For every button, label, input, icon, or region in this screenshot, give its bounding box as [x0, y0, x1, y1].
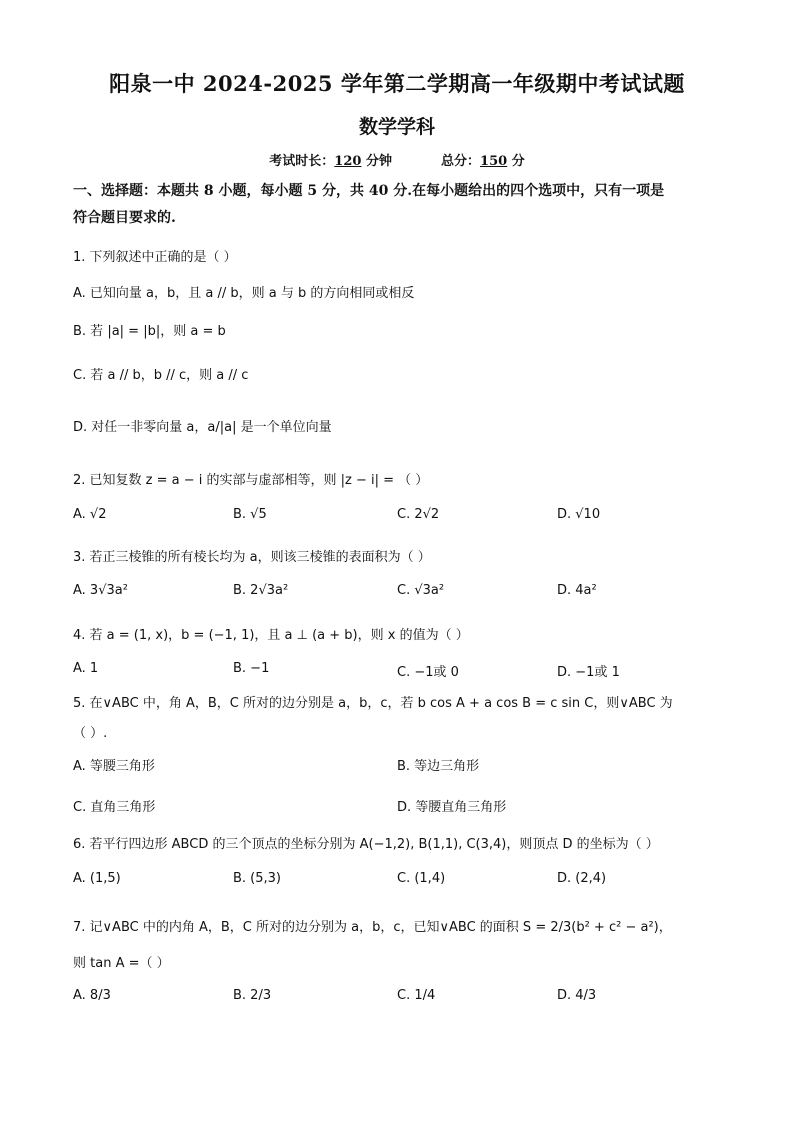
- question-3-option-d: D. 4a²: [557, 583, 597, 598]
- question-3-option-c: C. √3a²: [397, 583, 445, 598]
- question-7-option-a: A. 8/3: [73, 988, 111, 1003]
- question-4-option-c: C. −1或 0: [397, 665, 459, 680]
- question-5-stem: 5. 在∨ABC 中，角 A，B，C 所对的边分别是 a，b，c，若 b cos A + a cos B = c sin C，则∨ABC 为: [73, 696, 673, 711]
- score-unit: 分: [511, 154, 525, 169]
- question-4-option-d: D. −1或 1: [557, 665, 620, 680]
- question-5-option-a: A. 等腰三角形: [73, 759, 155, 774]
- question-7-stem-cont: 则 tan A =（ ）: [73, 956, 170, 971]
- question-3-option-a: A. 3√3a²: [73, 583, 128, 598]
- question-2-option-c: C. 2√2: [397, 507, 440, 522]
- section-heading: [73, 178, 733, 232]
- time-value: 120: [334, 154, 362, 169]
- question-7-stem: 7. 记∨ABC 中的内角 A，B，C 所对的边分别为 a，b，c，已知∨ABC 的面积 S = 2/3(b² + c² − a²)，: [73, 920, 672, 935]
- question-7-option-b: B. 2/3: [233, 988, 272, 1003]
- question-6-stem: 6. 若平行四边形 ABCD 的三个顶点的坐标分别为 A(−1,2), B(1,1), C(3,4)，则顶点 D 的坐标为（ ）: [73, 837, 659, 852]
- question-1-stem: 1. 下列叙述中正确的是（ ）: [73, 250, 237, 265]
- question-4-option-b: B. −1: [233, 661, 270, 676]
- score-label: 总分：: [441, 154, 481, 169]
- question-2-option-a: A. √2: [73, 507, 107, 522]
- question-7-option-c: C. 1/4: [397, 988, 436, 1003]
- question-2-stem: 2. 已知复数 z = a − i 的实部与虚部相等，则 |z − i| = （ ）: [73, 473, 429, 488]
- question-5-option-b: B. 等边三角形: [397, 759, 480, 774]
- exam-subject: 数学学科: [358, 116, 435, 138]
- time-unit: 分钟: [365, 154, 392, 169]
- time-label: 考试时长：: [269, 154, 335, 169]
- exam-title: 阳泉一中 2024-2025 学年第二学期高一年级期中考试试题: [109, 71, 685, 96]
- question-6-option-b: B. (5,3): [233, 871, 282, 886]
- question-4-option-a: A. 1: [73, 661, 99, 676]
- question-5-option-d: D. 等腰直角三角形: [397, 800, 507, 815]
- section-heading-line1: 一、选择题：本题共 8 小题，每小题 5 分，共 40 分.在每小题给出的四个选项中，只有一项是: [73, 183, 665, 199]
- question-1-option-a: A. 已知向量 a，b，且 a // b，则 a 与 b 的方向相同或相反: [73, 286, 415, 301]
- question-6-option-a: A. (1,5): [73, 871, 121, 886]
- question-6-option-c: C. (1,4): [397, 871, 446, 886]
- question-4-stem: 4. 若 a = (1, x)，b = (−1, 1)，且 a ⊥ (a + b)，则 x 的值为（ ）: [73, 628, 469, 643]
- question-3-stem: 3. 若正三棱锥的所有棱长均为 a，则该三棱锥的表面积为（ ）: [73, 550, 431, 565]
- question-2-option-d: D. √10: [557, 507, 601, 522]
- question-5-option-c: C. 直角三角形: [73, 800, 156, 815]
- exam-meta: [0, 150, 794, 169]
- question-7-option-d: D. 4/3: [557, 988, 597, 1003]
- question-5-stem-cont: （ ）.: [73, 726, 108, 741]
- question-2-option-b: B. √5: [233, 507, 267, 522]
- question-1-option-c: C. 若 a // b，b // c，则 a // c: [73, 368, 249, 383]
- question-6-option-d: D. (2,4): [557, 871, 607, 886]
- question-1-option-d: D. 对任一非零向量 a，a/|a| 是一个单位向量: [73, 420, 332, 435]
- question-1-option-b: B. 若 |a| = |b|，则 a = b: [73, 324, 226, 339]
- question-3-option-b: B. 2√3a²: [233, 583, 289, 598]
- score-value: 150: [480, 154, 508, 169]
- section-heading-line2: 符合题目要求的.: [73, 210, 176, 226]
